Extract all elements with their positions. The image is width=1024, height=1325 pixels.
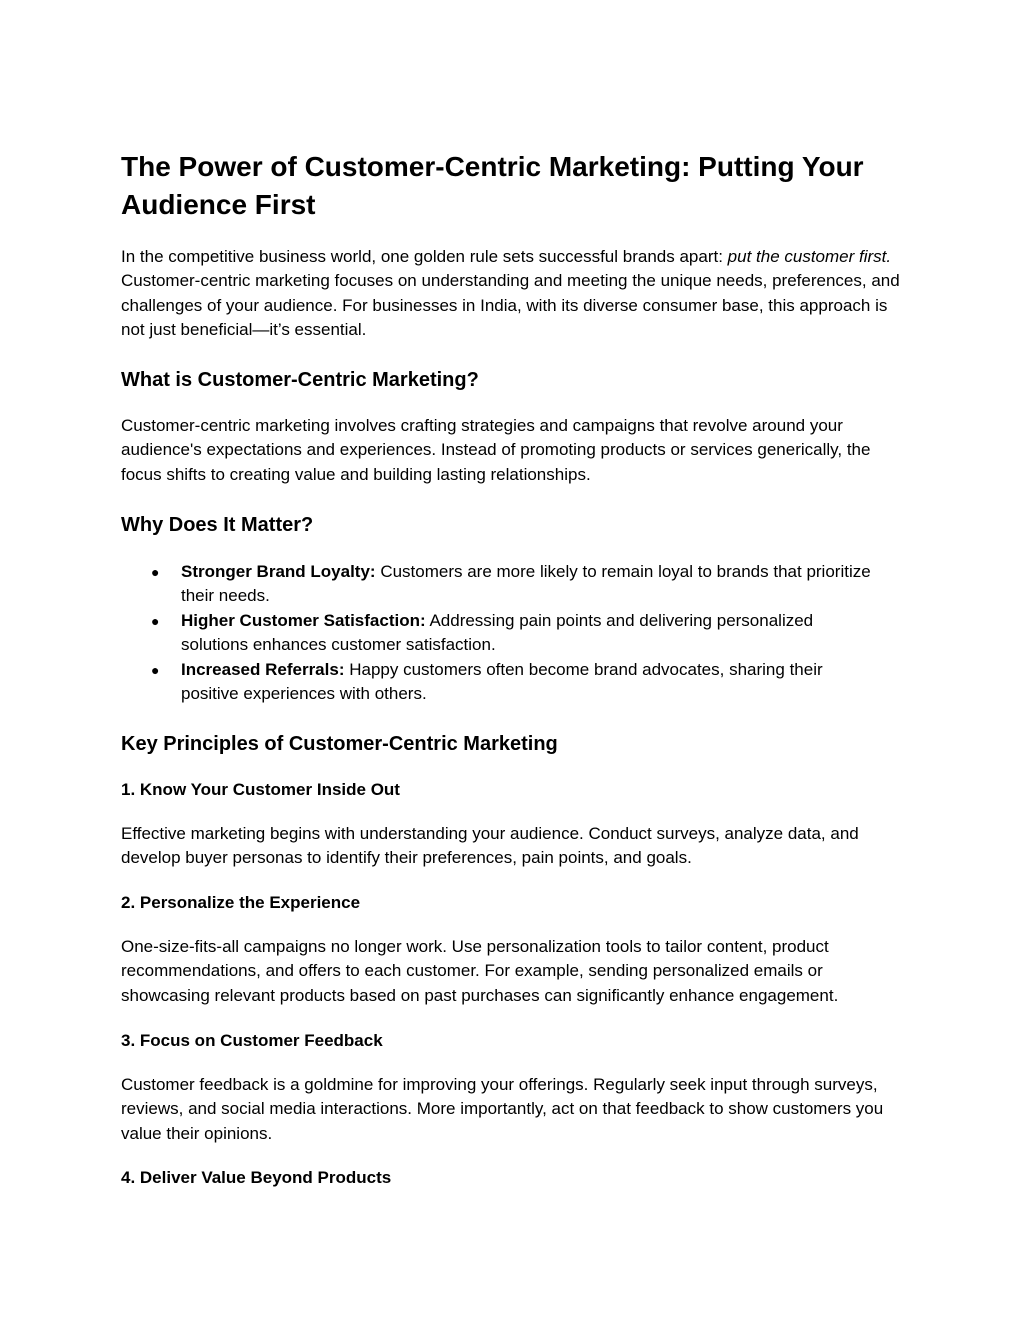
- section-heading-principles: Key Principles of Customer-Centric Marketing: [121, 733, 558, 755]
- intro-paragraph: [121, 245, 911, 343]
- page-title: The Power of Customer-Centric Marketing: Putting Your Audience First: [121, 151, 864, 220]
- intro-text-before: In the competitive business world, one golden rule sets successful brands apart:: [121, 247, 728, 266]
- bullet-icon: ●: [151, 661, 160, 678]
- list-item-text: Addressing pain points and delivering personalized solutions enhances customer satisfaction.: [181, 610, 814, 655]
- list-item-text: Happy customers often become brand advocates, sharing their positive experiences with others.: [181, 659, 823, 704]
- list-item: [121, 658, 881, 707]
- list-item-bold: Increased Referrals:: [181, 659, 345, 679]
- intro-text-after: Customer-centric marketing focuses on understanding and meeting the unique needs, preferences, and challenges of your audience. For businesses in India, with its diverse consumer base, this approach is not just beneficial—it’s essential.: [121, 271, 900, 340]
- why-bullet-list: [121, 560, 911, 706]
- list-item-bold: Higher Customer Satisfaction:: [181, 610, 426, 630]
- list-item-bold: Stronger Brand Loyalty:: [181, 562, 376, 581]
- principle-heading-2: 2. Personalize the Experience: [121, 893, 361, 912]
- principle-heading-4: 4. Deliver Value Beyond Products: [121, 1168, 392, 1187]
- principle-body-1: Effective marketing begins with understanding your audience. Conduct surveys, analyze data, and develop buyer personas to identify their preferences, pain points, and goals.: [121, 824, 859, 868]
- list-item-text: Customers are more likely to remain loyal to brands that prioritize their needs.: [181, 562, 871, 606]
- principle-body-2: One-size-fits-all campaigns no longer work. Use personalization tools to tailor content, product recommendations, and offers to each customer. For example, sending personalized emails or showcasing relevant products based on past purchases can significantly enhance engagement.: [121, 937, 839, 1005]
- section-what-body: Customer-centric marketing involves crafting strategies and campaigns that revolve around your audience's expectations and experiences. Instead of promoting products or services generically, the focus shifts to creating value and building lasting relationships.: [121, 416, 871, 484]
- list-item: [121, 560, 881, 609]
- section-heading-what: What is Customer-Centric Marketing?: [121, 369, 479, 391]
- bullet-icon: ●: [151, 564, 160, 580]
- bullet-icon: ●: [151, 612, 160, 629]
- principle-heading-1: 1. Know Your Customer Inside Out: [121, 780, 400, 799]
- list-item: [121, 609, 881, 658]
- principle-heading-3: 3. Focus on Customer Feedback: [121, 1031, 383, 1050]
- section-heading-why: Why Does It Matter?: [121, 514, 314, 536]
- intro-emphasis: put the customer first.: [727, 247, 892, 266]
- principle-body-3: Customer feedback is a goldmine for improving your offerings. Regularly seek input through surveys, reviews, and social media interactions. More importantly, act on that feedback to show customers you value their opinions.: [121, 1075, 884, 1143]
